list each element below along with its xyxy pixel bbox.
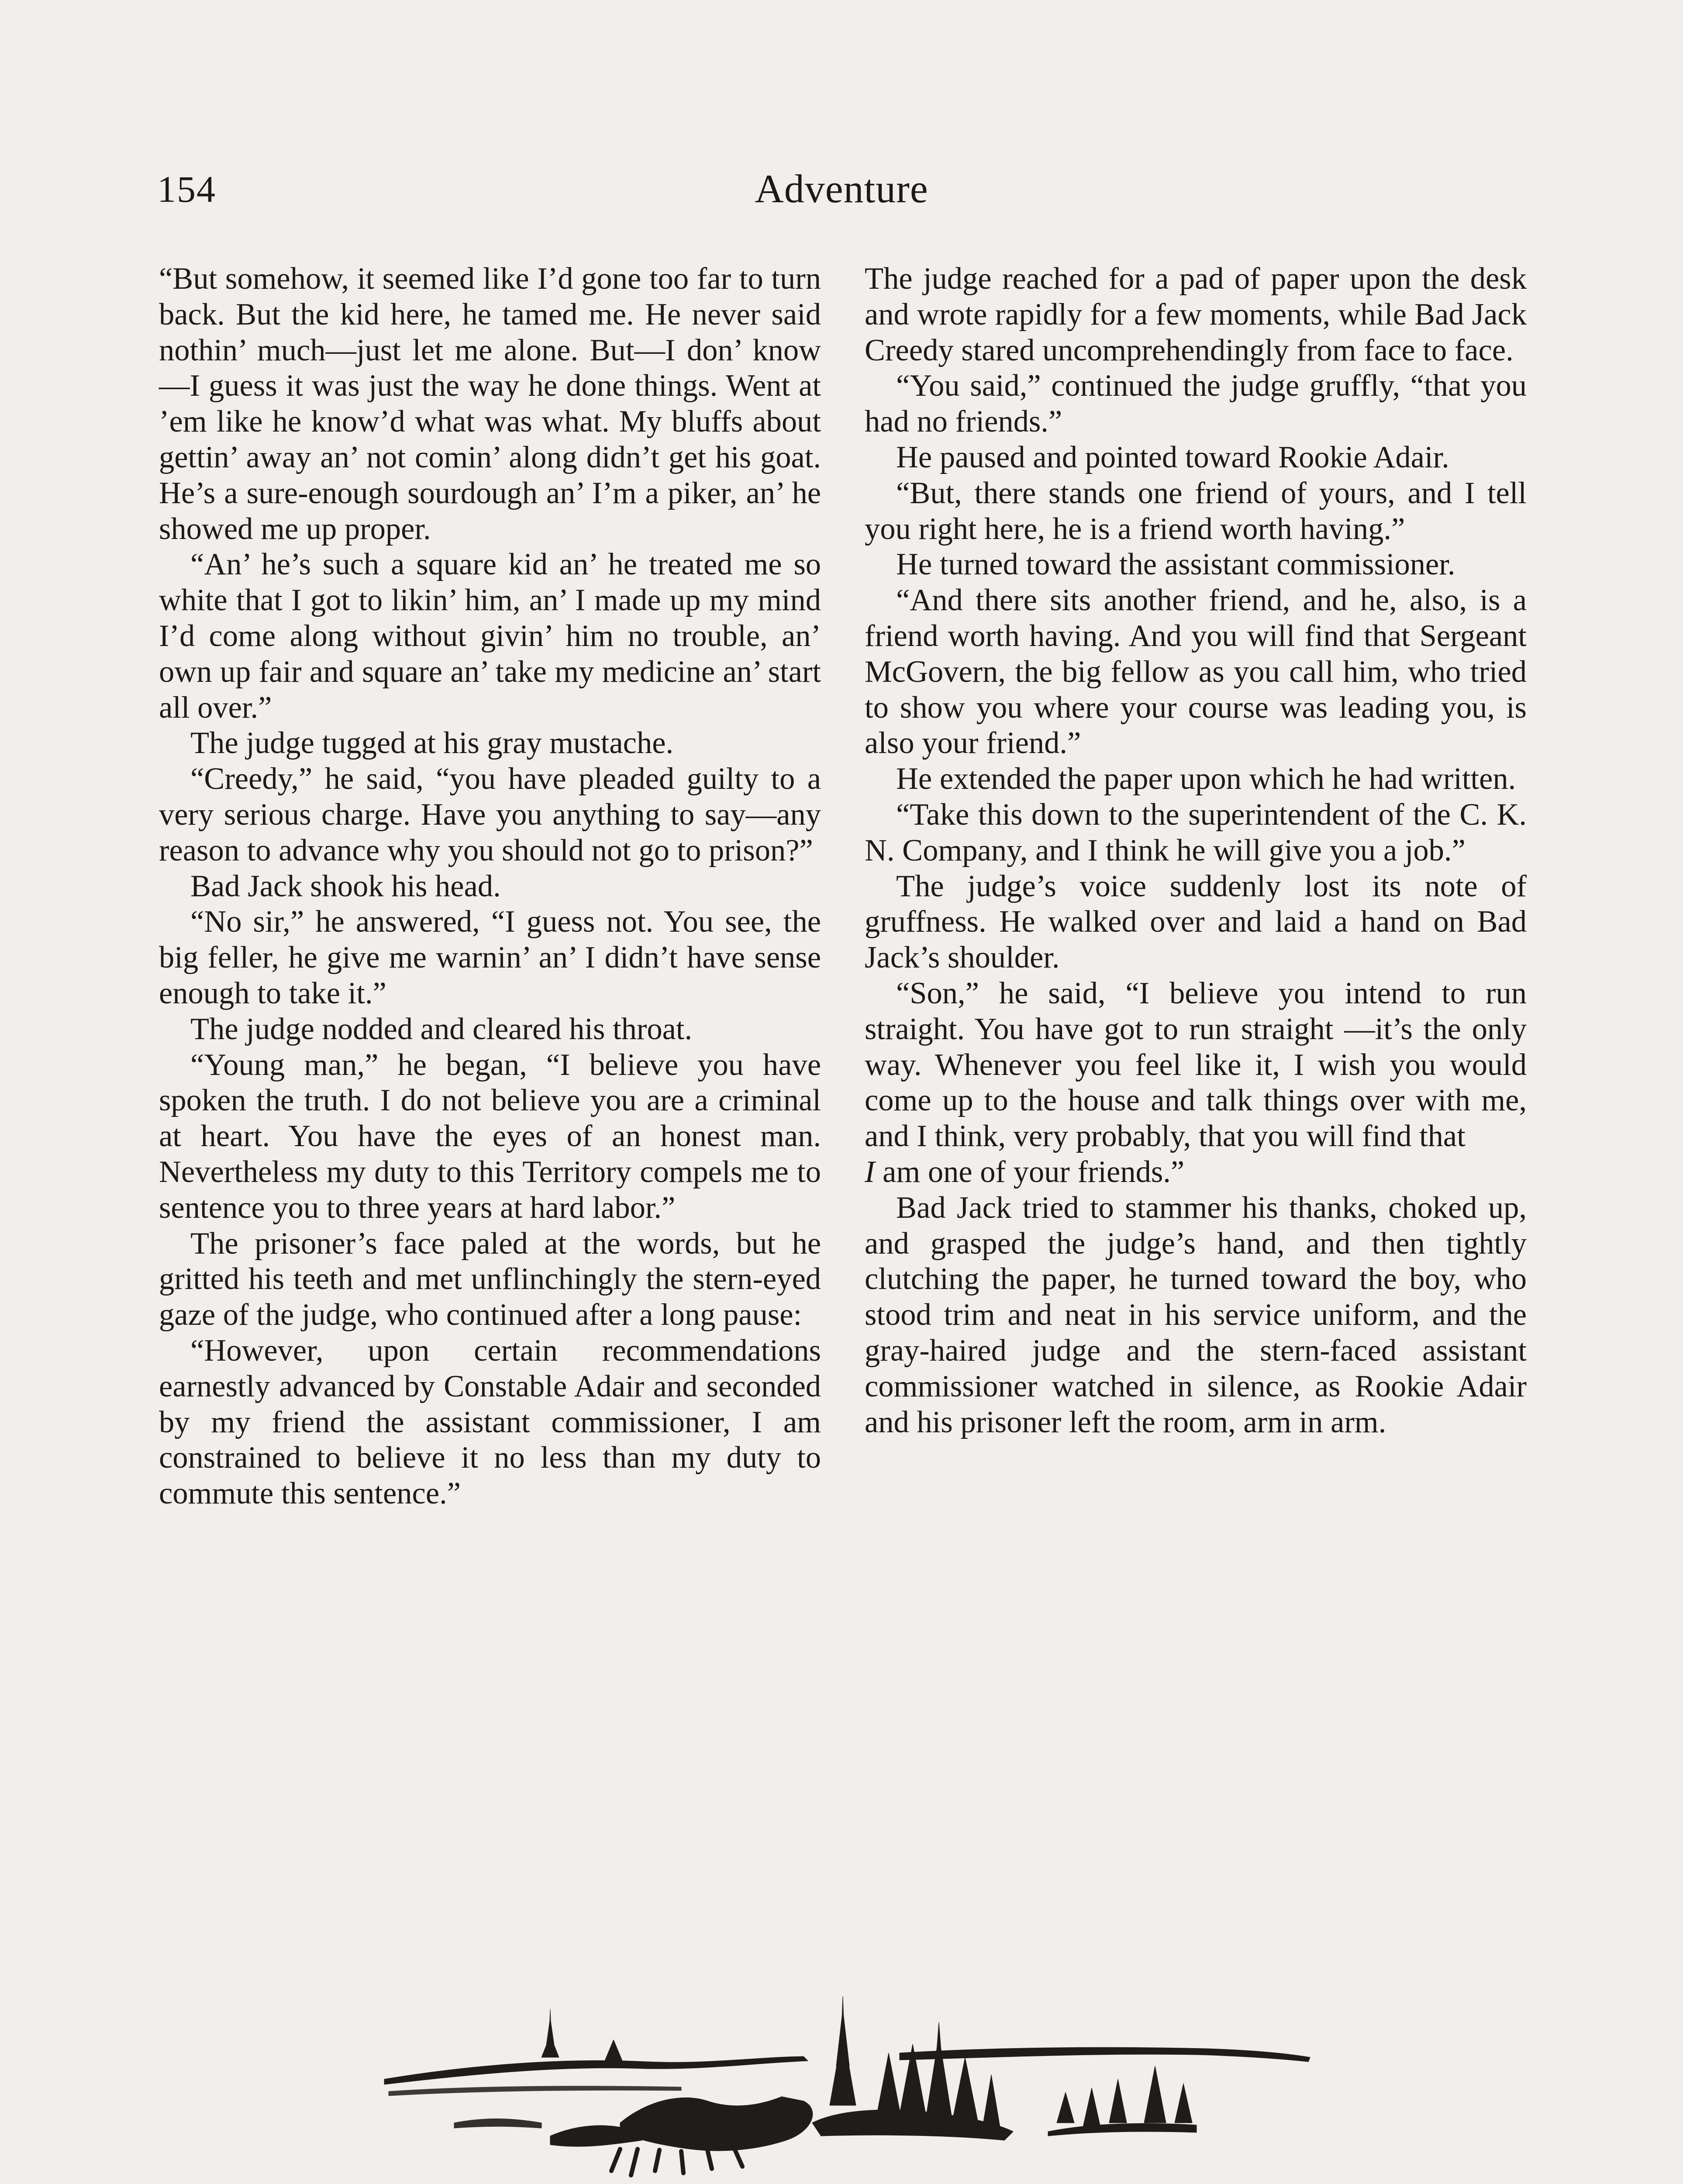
running-title: Adventure <box>755 166 928 211</box>
paragraph: The judge nodded and cleared his throat. <box>190 1012 693 1046</box>
paragraph: He paused and pointed toward Rookie Adair. <box>896 440 1449 474</box>
paragraph: “No sir,” he answered, “I guess not. You see, the big feller, he give me warnin’ an’ I didn’t have sense enough to take it.” <box>159 905 821 1010</box>
paragraph: The judge reached for a pad of paper upon the desk and wrote rapidly for a few moments, while Bad Jack Creedy stared uncomprehendingly from face to face. <box>865 262 1527 367</box>
paragraph: The prisoner’s face paled at the words, but he gritted his teeth and met unflinchingly the stern-eyed gaze of the judge, who continued after a long pause: <box>159 1226 821 1332</box>
paragraph: “Take this down to the superintendent of the C. K. N. Company, and I think he will give you a job.” <box>865 797 1527 867</box>
left-text-column <box>159 261 821 1512</box>
paragraph: The judge tugged at his gray mustache. <box>190 726 674 760</box>
right-text-column <box>865 261 1527 1440</box>
paragraph: He turned toward the assistant commissioner. <box>896 547 1455 582</box>
paragraph: “You said,” continued the judge gruffly, “that you had no friends.” <box>865 369 1527 439</box>
paragraph: “And there sits another friend, and he, also, is a friend worth having. And you will find that Sergeant McGovern, the big fellow as you call him, who tried to show you where your course was leading you, is also your friend.” <box>865 583 1527 760</box>
paragraph: “Son,” he said, “I believe you intend to run straight. You have got to run straight —it’s the only way. Whenever you feel like it, I wish you would come up to the house and talk things over with me, and I think, very probably, that you will find that <box>865 976 1527 1154</box>
paragraph: The judge’s voice suddenly lost its note of gruffness. He walked over and laid a hand on Bad Jack’s shoulder. <box>865 869 1527 975</box>
paragraph-text: am one of your friends.” <box>875 1154 1185 1189</box>
paragraph: “But, there stands one friend of yours, and I tell you right here, he is a friend worth having.” <box>865 476 1527 546</box>
page-number: 154 <box>157 168 216 210</box>
paragraph: “But somehow, it seemed like I’d gone too far to turn back. But the kid here, he tamed me. He never said nothin’ much—just let me alone. But—I don’ know—I guess it was just the way he done things. Went at ’em like he know’d what was what. My bluffs about gettin’ away an’ not comin’ along didn’t get his goat. He’s a sure-enough sourdough an’ I’m a piker, an’ he showed me up proper. <box>159 262 821 546</box>
italic-word: I <box>865 1154 875 1189</box>
paragraph: “An’ he’s such a square kid an’ he treated me so white that I got to likin’ him, an’ I made up my mind I’d come along without givin’ him no trouble, an’ own up fair and square an’ take my medicine an’ start all over.” <box>159 547 821 725</box>
landscape-vignette-illustration <box>376 1992 1319 2184</box>
paragraph <box>865 1154 1527 1190</box>
paragraph: Bad Jack tried to stammer his thanks, choked up, and grasped the judge’s hand, and then tightly clutching the paper, he turned toward the boy, who stood trim and neat in his service uniform, and the gray-haired judge and the stern-faced assistant commissioner watched in silence, as Rookie Adair and his prisoner left the room, arm in arm. <box>865 1190 1527 1439</box>
paragraph: “Young man,” he began, “I believe you have spoken the truth. I do not believe you are a criminal at heart. You have the eyes of an honest man. Nevertheless my duty to this Territory compels me to sentence you to three years at hard labor.” <box>159 1047 821 1225</box>
paragraph: Bad Jack shook his head. <box>190 869 501 903</box>
paragraph: “Creedy,” he said, “you have pleaded guilty to a very serious charge. Have you anything to say—any reason to advance why you should not go to prison?” <box>159 762 821 867</box>
paragraph: He extended the paper upon which he had written. <box>896 762 1516 796</box>
paragraph: “However, upon certain recommendations earnestly advanced by Constable Adair and seconded by my friend the assistant commissioner, I am constrained to believe it no less than my duty to commute this sentence.” <box>159 1333 821 1511</box>
